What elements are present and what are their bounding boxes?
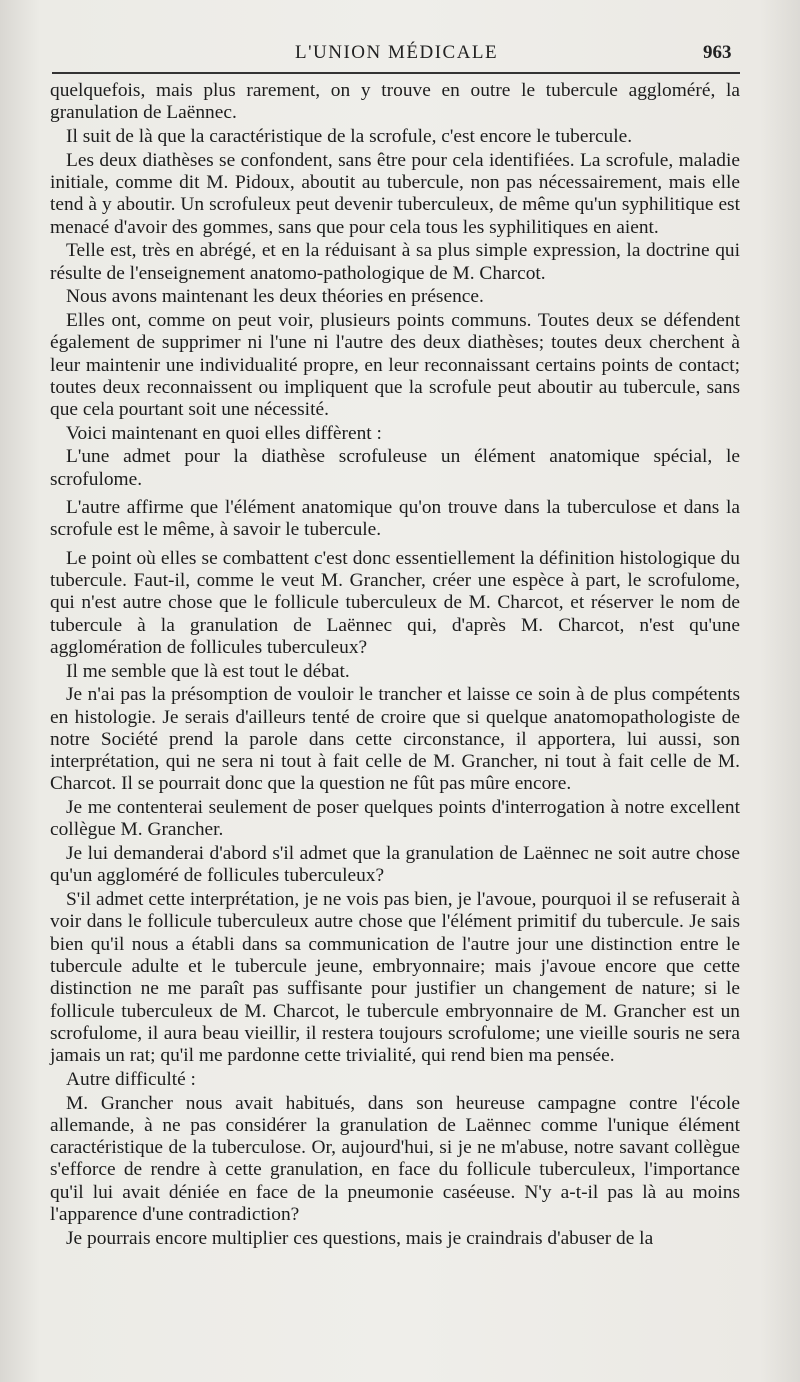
- paragraph: Les deux diathèses se confondent, sans être pour cela identifiées. La scrofule, maladie initiale, comme dit M. Pidoux, aboutit au tubercule, non pas nécessairement, mais elle tend à y aboutir. Un scrofuleux peut devenir tuberculeux, de même qu'un syphilitique est menacé d'avoir des gommes, sans que pour cela tous les syphilitiques en aient.: [50, 149, 740, 238]
- paragraph: Il suit de là que la caractéristique de la scrofule, c'est encore le tubercule.: [66, 125, 633, 147]
- paragraph: M. Grancher nous avait habitués, dans son heureuse campagne contre l'école allemande, à ne pas considérer la granulation de Laënnec comme l'unique élément caractéristique de la tuberculose. Or, aujourd'hui, si je ne m'abuse, notre savant collègue s'efforce de rendre à cette granulation, en face du follicule tuberculeux, l'importance qu'il lui avait déniée en face de la pneumonie caséeuse. N'y a-t-il pas là au moins l'apparence d'une contradiction?: [50, 1092, 740, 1226]
- paragraph: Je n'ai pas la présomption de vouloir le trancher et laisse ce soin à de plus compétents en histologie. Je serais d'ailleurs tenté de croire que si quelque anatomopathologiste de notre Société prend la parole dans cette circonstance, il apportera, lui aussi, son interprétation, qui ne sera ni tout à fait celle de M. Grancher, ni tout à fait celle de M. Charcot. Il se pourrait donc que la question ne fût pas mûre encore.: [50, 684, 740, 795]
- paragraph: Je pourrais encore multiplier ces questions, mais je craindrais d'abuser de la: [66, 1227, 654, 1249]
- paragraph: S'il admet cette interprétation, je ne vois pas bien, je l'avoue, pourquoi il se refuserait à voir dans le follicule tuberculeux autre chose que l'élément primitif du tubercule. Je sais bien qu'il nous a établi dans sa communication de l'autre jour une distinction entre le tubercule adulte et le tubercule jeune, embryonnaire; mais j'avoue encore que cette distinction ne me paraît pas suffisante pour justifier un changement de nature; si le follicule tuberculeux de M. Charcot, le tubercule embryonnaire de M. Grancher est un scrofulome, il aura beau vieillir, il restera toujours scrofulome; une vieille souris ne sera jamais un rat; qu'il me pardonne cette trivialité, qui rend bien ma pensée.: [50, 889, 740, 1067]
- paragraph: L'autre affirme que l'élément anatomique qu'on trouve dans la tuberculose et dans la scrofule est le même, à savoir le tubercule.: [50, 497, 740, 541]
- paragraph: Voici maintenant en quoi elles diffèrent :: [66, 422, 382, 444]
- running-title: L'UNION MÉDICALE: [295, 42, 499, 63]
- paragraph: Je lui demanderai d'abord s'il admet que la granulation de Laënnec ne soit autre chose qu'un aggloméré de follicules tuberculeux?: [50, 843, 740, 887]
- paragraph: quelquefois, mais plus rarement, on y trouve en outre le tubercule aggloméré, la granulation de Laënnec.: [50, 80, 740, 124]
- page-number: 963: [703, 42, 732, 63]
- paragraph: L'une admet pour la diathèse scrofuleuse un élément anatomique spécial, le scrofulome.: [50, 446, 740, 490]
- paragraph: Le point où elles se combattent c'est donc essentiellement la définition histologique du tubercule. Faut-il, comme le veut M. Grancher, créer une espèce à part, le scrofulome, qui n'est autre chose que le follicule tuberculeux de M. Charcot, et réserver le nom de tubercule à la granulation de Laënnec qui, d'après M. Charcot, n'est qu'une agglomération de follicules tuberculeux?: [50, 547, 740, 658]
- paragraph: Autre difficulté :: [66, 1068, 196, 1090]
- header-rule: [52, 72, 740, 74]
- paragraph: Elles ont, comme on peut voir, plusieurs points communs. Toutes deux se défendent également de supprimer ni l'une ni l'autre des deux diathèses; toutes deux cherchent à leur maintenir une individualité propre, en leur reconnaissant certains points de contact; toutes deux reconnaissent ou impliquent que la scrofule peut aboutir au tubercule, sans que cela pourtant soit une nécessité.: [50, 309, 740, 421]
- page-header: [0, 30, 800, 70]
- paragraph: Je me contenterai seulement de poser quelques points d'interrogation à notre excellent collègue M. Grancher.: [50, 797, 740, 841]
- paragraph: Nous avons maintenant les deux théories en présence.: [66, 286, 484, 308]
- body-text: [50, 80, 740, 1251]
- paragraph: Telle est, très en abrégé, et en la réduisant à sa plus simple expression, la doctrine qui résulte de l'enseignement anatomo-pathologique de M. Charcot.: [50, 240, 740, 284]
- paragraph: Il me semble que là est tout le débat.: [66, 660, 350, 682]
